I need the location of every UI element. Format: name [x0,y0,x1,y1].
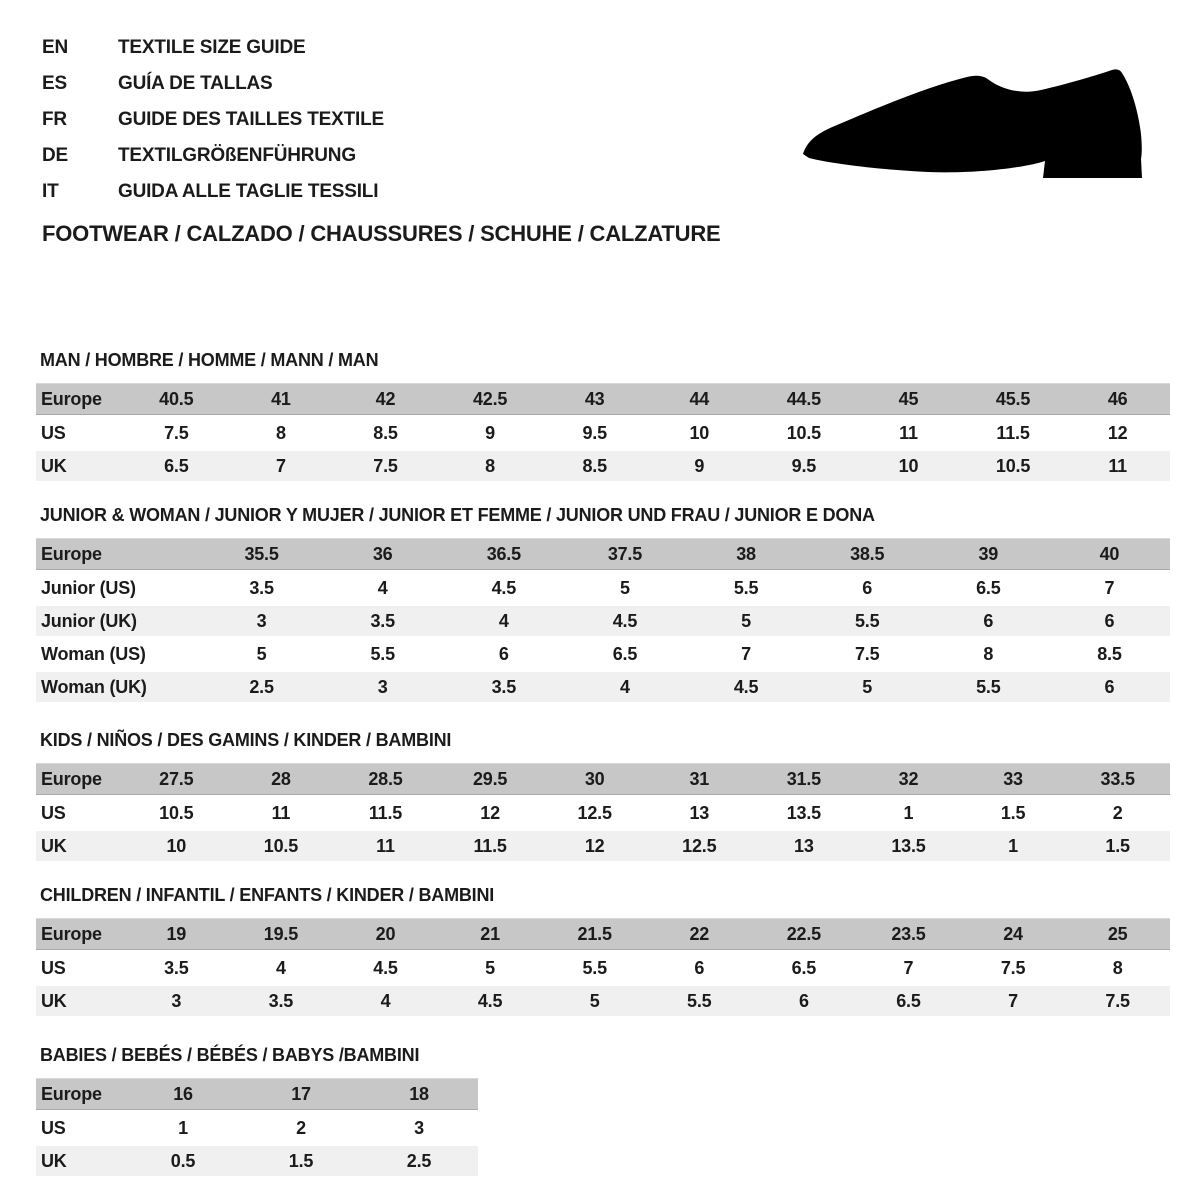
size-cell: 8.5 [582,455,607,476]
size-cell: 5 [620,577,630,598]
language-title-list [42,30,384,210]
table-row [36,1113,478,1143]
size-cell: 6.5 [791,957,817,978]
section-man [36,350,1170,484]
section-title-babies: BABIES / BEBÉS / BÉBÉS / BABYS /BAMBINI [40,1045,420,1065]
size-cell: 7 [1104,577,1115,598]
size-cell: 7 [903,957,914,978]
size-cell: 6.5 [612,643,638,664]
size-cell: 33.5 [1100,768,1135,789]
size-cell: 29.5 [472,768,508,789]
section-title-man: MAN / HOMBRE / HOMME / MANN / MAN [40,350,379,370]
row-label: Europe [41,768,102,789]
size-table-junior [36,538,1170,702]
row-label: Europe [41,388,102,409]
language-label: GUÍA DE TALLAS [118,73,273,94]
size-cell: 38.5 [850,543,885,564]
section-junior [36,505,1170,705]
size-cell: 7 [741,643,751,664]
size-cell: 19 [166,923,187,944]
size-cell: 39 [978,543,999,564]
size-cell: 42 [375,388,396,409]
language-code: DE [42,145,68,166]
size-cell: 4 [498,610,509,631]
size-cell: 1 [903,802,914,823]
table-row [36,606,1170,636]
size-cell: 5.5 [582,957,607,978]
size-cell: 13 [689,802,710,823]
size-cell: 3 [171,990,182,1011]
size-cell: 3.5 [491,676,517,697]
size-cell: 2.5 [249,676,274,697]
size-cell: 40.5 [159,388,194,409]
row-label: UK [41,990,67,1011]
size-cell: 1.5 [288,1150,314,1171]
size-cell: 5 [862,676,873,697]
size-cell: 2.5 [406,1150,432,1171]
size-cell: 22.5 [786,923,821,944]
size-cell: 28.5 [368,768,403,789]
size-cell: 6 [862,577,873,598]
section-children [36,885,1170,1019]
size-cell: 12 [1107,422,1128,443]
language-code: ES [42,73,67,94]
section-title-junior: JUNIOR & WOMAN / JUNIOR Y MUJER / JUNIOR ET FEMME / JUNIOR UND FRAU / JUNIOR E DONA [40,505,875,525]
size-cell: 46 [1107,388,1128,409]
table-header-row [36,383,1170,415]
size-cell: 10.5 [159,802,194,823]
row-label: Europe [41,923,102,944]
size-cell: 6 [1104,610,1115,631]
size-cell: 45 [898,388,919,409]
size-cell: 13.5 [891,835,926,856]
row-label: UK [41,455,67,476]
size-cell: 24 [1003,923,1023,944]
size-cell: 1 [178,1117,188,1138]
size-cell: 43 [584,388,605,409]
table-header-row [36,1078,478,1110]
size-cell: 6 [498,643,509,664]
size-cell: 3 [256,610,267,631]
size-cell: 3.5 [370,610,395,631]
language-code: EN [42,37,68,58]
size-cell: 30 [584,768,605,789]
size-cell: 8.5 [1097,643,1122,664]
language-code: FR [42,109,67,130]
size-cell: 13.5 [786,802,821,823]
size-cell: 6 [1104,676,1115,697]
size-cell: 12 [480,802,500,823]
table-row [36,573,1170,603]
table-header-row [36,918,1170,950]
row-label: Woman (UK) [41,676,147,697]
size-cell: 7 [1008,990,1018,1011]
size-cell: 11.5 [473,835,507,856]
table-header-row [36,538,1170,570]
size-cell: 7 [275,455,286,476]
row-label: UK [41,835,67,856]
size-cell: 7.5 [373,455,398,476]
size-cell: 12.5 [682,835,717,856]
size-cell: 12.5 [577,802,612,823]
language-code: IT [42,181,59,202]
size-cell: 9.5 [791,455,817,476]
size-cell: 4 [380,990,391,1011]
language-row [42,102,384,138]
size-cell: 5 [485,957,495,978]
row-label: Woman (US) [41,643,146,664]
size-cell: 11 [1108,455,1127,476]
size-cell: 21.5 [577,923,612,944]
table-row [36,1146,478,1176]
size-cell: 4 [275,957,286,978]
size-cell: 5.5 [854,610,880,631]
size-cell: 5.5 [976,676,1001,697]
size-table-babies [36,1078,478,1176]
size-cell: 3.5 [268,990,294,1011]
size-cell: 23.5 [891,923,926,944]
language-row [42,66,384,102]
size-cell: 3.5 [164,957,189,978]
size-cell: 27.5 [159,768,194,789]
size-cell: 7.5 [1000,957,1026,978]
table-row [36,798,1170,828]
language-row [42,174,384,210]
row-label: US [41,802,66,823]
language-row [42,138,384,174]
size-cell: 8 [485,455,495,476]
size-cell: 4.5 [612,610,638,631]
row-label: US [41,1117,66,1138]
size-table-man [36,383,1170,481]
size-cell: 11 [271,802,291,823]
size-cell: 6.5 [164,455,189,476]
size-cell: 31 [689,768,710,789]
size-cell: 3.5 [249,577,274,598]
size-cell: 11.5 [996,422,1030,443]
size-cell: 4.5 [373,957,398,978]
size-cell: 4.5 [491,577,517,598]
language-row [42,30,384,66]
size-cell: 25 [1107,923,1128,944]
row-label: Junior (UK) [41,610,137,631]
size-cell: 10.5 [786,422,821,443]
size-cell: 33 [1003,768,1023,789]
size-cell: 44.5 [786,388,821,409]
size-cell: 1.5 [1000,802,1026,823]
size-cell: 17 [291,1083,311,1104]
size-cell: 7.5 [164,422,189,443]
size-cell: 16 [173,1083,193,1104]
size-cell: 10 [166,835,187,856]
row-label: UK [41,1150,67,1171]
language-label: GUIDE DES TAILLES TEXTILE [118,109,384,130]
section-babies [36,1045,478,1179]
size-cell: 36.5 [486,543,521,564]
table-header-row [36,763,1170,795]
size-cell: 8 [275,422,286,443]
size-cell: 45.5 [995,388,1031,409]
size-cell: 12 [584,835,605,856]
size-cell: 21 [480,923,500,944]
size-cell: 5 [741,610,751,631]
size-cell: 5.5 [733,577,759,598]
size-cell: 1 [1008,835,1018,856]
language-label: TEXTILGRÖßENFÜHRUNG [118,145,356,166]
size-cell: 18 [409,1083,429,1104]
size-cell: 42.5 [472,388,508,409]
size-cell: 9 [485,422,495,443]
size-cell: 40 [1099,543,1120,564]
size-cell: 8 [983,643,994,664]
size-cell: 10.5 [263,835,298,856]
size-cell: 7.5 [854,643,880,664]
size-table-kids [36,763,1170,861]
size-cell: 10.5 [995,455,1031,476]
size-cell: 44 [689,388,710,409]
size-cell: 5 [256,643,267,664]
size-cell: 4 [620,676,630,697]
size-cell: 32 [898,768,919,789]
row-label: Europe [41,543,102,564]
size-cell: 6.5 [976,577,1001,598]
table-row [36,639,1170,669]
size-cell: 37.5 [607,543,643,564]
size-cell: 41 [271,388,291,409]
size-cell: 11 [376,835,395,856]
category-line: FOOTWEAR / CALZADO / CHAUSSURES / SCHUHE / CALZATURE [42,221,721,246]
size-cell: 31.5 [786,768,821,789]
size-cell: 2 [1112,802,1123,823]
size-cell: 5.5 [687,990,712,1011]
section-title-kids: KIDS / NIÑOS / DES GAMINS / KINDER / BAMBINI [40,730,452,750]
row-label: US [41,422,66,443]
size-cell: 35.5 [244,543,279,564]
table-row [36,672,1170,702]
size-cell: 7.5 [1105,990,1130,1011]
table-row [36,831,1170,861]
size-cell: 9 [694,455,705,476]
size-cell: 19.5 [263,923,298,944]
section-title-children: CHILDREN / INFANTIL / ENFANTS / KINDER / BAMBINI [40,885,495,905]
size-cell: 1.5 [1105,835,1130,856]
size-table-children [36,918,1170,1016]
size-cell: 4.5 [733,676,759,697]
size-cell: 6 [983,610,994,631]
row-label: Europe [41,1083,102,1104]
language-label: GUIDA ALLE TAGLIE TESSILI [118,181,379,202]
language-label: TEXTILE SIZE GUIDE [118,37,306,58]
table-row [36,418,1170,448]
size-cell: 9.5 [582,422,607,443]
size-cell: 10 [898,455,919,476]
size-cell: 13 [794,835,814,856]
size-cell: 4 [377,577,388,598]
size-cell: 22 [689,923,710,944]
size-cell: 11 [899,422,918,443]
size-cell: 28 [271,768,291,789]
size-cell: 10 [689,422,710,443]
size-cell: 5.5 [370,643,395,664]
size-cell: 6 [694,957,705,978]
size-cell: 3 [414,1117,424,1138]
size-cell: 20 [375,923,396,944]
size-cell: 3 [377,676,388,697]
size-cell: 6 [798,990,809,1011]
size-cell: 5 [589,990,600,1011]
size-cell: 6.5 [896,990,921,1011]
table-row [36,986,1170,1016]
section-kids [36,730,1170,864]
size-cell: 8.5 [373,422,398,443]
shoe-icon [800,66,1148,186]
size-cell: 36 [372,543,393,564]
size-cell: 8 [1112,957,1123,978]
row-label: US [41,957,66,978]
size-cell: 11.5 [368,802,403,823]
size-cell: 2 [296,1117,306,1138]
row-label: Junior (US) [41,577,136,598]
table-row [36,953,1170,983]
size-cell: 0.5 [170,1150,196,1171]
table-row [36,451,1170,481]
size-cell: 38 [736,543,756,564]
size-cell: 4.5 [477,990,503,1011]
